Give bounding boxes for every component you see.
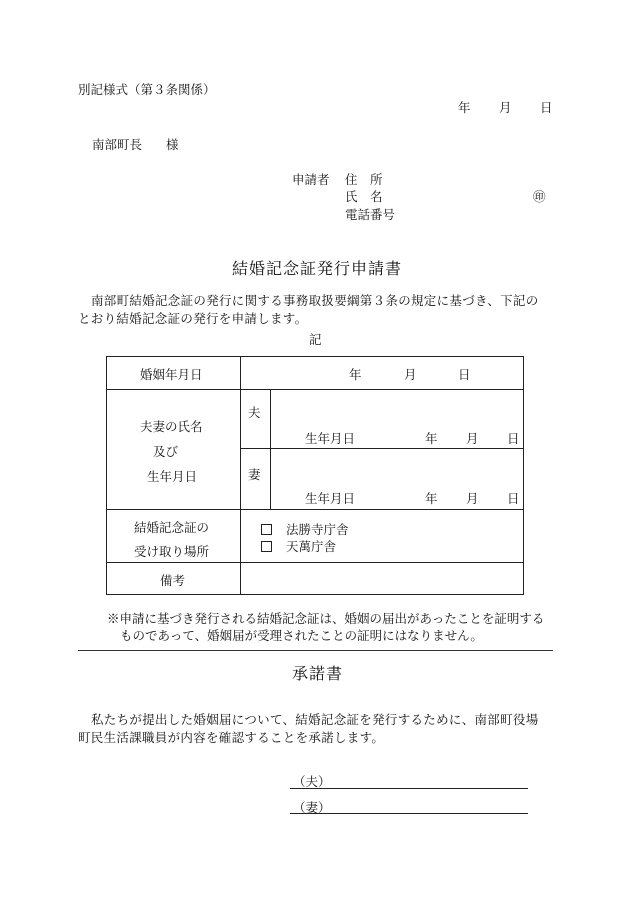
wife-birthdate-label: 生年月日 [305,491,356,506]
husband-signature-label: （夫） [293,774,331,789]
consent-title: 承諾書 [292,664,344,683]
date-month-label: 月 [499,100,512,115]
wife-label-cell [241,449,271,510]
pickup-option-1[interactable] [261,520,349,538]
marriage-date-label-cell [107,357,241,390]
remarks-value-cell[interactable] [241,563,524,595]
wife-info-cell[interactable] [271,449,524,510]
remarks-label: 備考 [160,573,186,588]
application-table [106,356,524,595]
pickup-label-cell [107,510,241,563]
marriage-date-label: 婚姻年月日 [140,367,203,382]
document-title: 結婚記念証発行申請書 [232,259,403,278]
date-year-label: 年 [458,100,471,115]
note-block [107,610,544,644]
ki-label: 記 [309,332,322,347]
note-line-1: ※申請に基づき発行される結婚記念証は、婚姻の届出があったことを証明する [107,611,545,626]
husband-birth-month: 月 [466,431,479,446]
wife-signature-line[interactable] [290,813,528,814]
pickup-options-cell [241,510,524,563]
note-line-2: ものであって、婚姻届が受理されたことの証明にはなりません。 [120,628,483,643]
pickup-option-2-label: 天萬庁舎 [286,539,337,554]
applicant-label: 申請者 [292,172,330,187]
pickup-label-1: 結婚記念証の [134,520,210,535]
husband-row [107,390,524,449]
marriage-day-label: 日 [458,367,471,382]
husband-birth-year: 年 [425,431,438,446]
wife-signature-label: （妻） [293,800,331,815]
date-day-label: 日 [540,100,553,115]
seal-mark: ㊞ [533,189,546,204]
address-label: 住 所 [345,172,383,187]
checkbox-icon[interactable] [261,541,272,552]
couple-label-2: 及び [153,444,179,459]
phone-label: 電話番号 [345,207,396,222]
checkbox-icon[interactable] [261,524,272,535]
couple-label-3: 生年月日 [147,469,198,484]
pickup-row [107,510,524,563]
section-divider [78,650,553,651]
wife-birth-day: 日 [507,491,520,506]
husband-label-cell [241,390,271,449]
addressee-honorific: 様 [166,137,179,152]
pickup-label-2: 受け取り場所 [134,544,210,559]
wife-birth-month: 月 [466,491,479,506]
husband-birthdate-label: 生年月日 [305,431,356,446]
intro-paragraph [78,292,556,327]
intro-line-2: とおり結婚記念証の発行を申請します。 [78,310,308,326]
marriage-year-label: 年 [349,367,362,382]
husband-info-cell[interactable] [271,390,524,449]
consent-line-2: 町民生活課職員が内容を確認することを承諾します。 [78,729,385,745]
couple-label-cell [107,390,241,510]
pickup-option-2[interactable] [261,537,336,555]
pickup-option-1-label: 法勝寺庁舎 [286,522,349,537]
consent-paragraph [78,711,556,746]
couple-label-1: 夫妻の氏名 [140,419,203,434]
marriage-date-value-cell[interactable] [241,357,524,390]
husband-label: 夫 [248,405,261,420]
wife-birth-year: 年 [425,491,438,506]
addressee-name: 南部町長 [92,137,143,152]
husband-birth-day: 日 [507,431,520,446]
husband-signature-line[interactable] [290,788,528,789]
marriage-date-row [107,357,524,390]
name-label: 氏 名 [345,189,383,204]
consent-line-1: 私たちが提出した婚姻届について、結婚記念証を発行するために、南部町役場 [91,712,539,727]
intro-line-1: 南部町結婚記念証の発行に関する事務取扱要綱第３条の規定に基づき、下記の [91,293,539,308]
remarks-row [107,563,524,595]
wife-label: 妻 [248,467,261,482]
marriage-month-label: 月 [404,367,417,382]
form-reference: 別記様式（第３条関係） [78,82,216,97]
remarks-label-cell [107,563,241,595]
